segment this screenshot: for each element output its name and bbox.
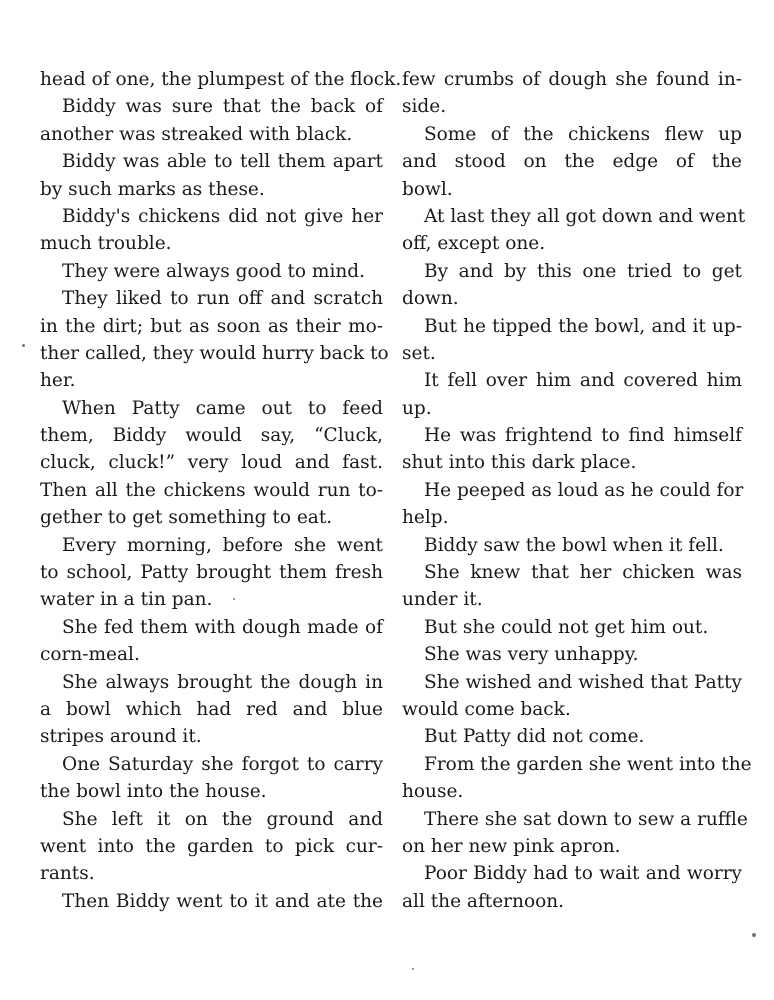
text-line: corn-meal. <box>40 644 140 666</box>
text-line: side. <box>402 96 447 118</box>
text-line: Then all the chickens would run to- <box>40 479 383 501</box>
text-line: rants. <box>40 863 95 885</box>
text-line: house. <box>402 781 464 803</box>
text-line: When Patty came out to feed <box>62 397 383 419</box>
text-line: under it. <box>402 589 483 611</box>
text-line: Every morning, before she went <box>62 534 383 556</box>
text-line: She fed them with dough made of <box>62 616 383 638</box>
text-line: much trouble. <box>40 233 172 255</box>
text-line: Some of the chickens flew up <box>424 123 742 145</box>
text-line: down. <box>402 288 459 310</box>
text-line: He was frightend to find himself <box>424 425 742 447</box>
text-line: shut into this dark place. <box>402 452 637 474</box>
print-speck <box>412 968 414 970</box>
print-speck <box>233 598 235 600</box>
text-line: another was streaked with black. <box>40 123 353 145</box>
text-line: They liked to run off and scratch <box>62 288 383 310</box>
text-line: She wished and wished that Patty <box>424 671 742 693</box>
text-line: set. <box>402 342 436 364</box>
text-line: went into the garden to pick cur- <box>40 835 383 857</box>
text-line: them, Biddy would say, “Cluck, <box>40 425 383 447</box>
text-line: She was very unhappy. <box>424 644 639 666</box>
text-line: would come back. <box>402 698 571 720</box>
text-line: and stood on the edge of the <box>402 151 742 173</box>
text-line: At last they all got down and went <box>424 205 746 227</box>
text-line: bowl. <box>402 178 453 200</box>
text-line: stripes around it. <box>40 726 202 748</box>
text-line: Biddy was able to tell them apart <box>62 151 383 173</box>
print-speck <box>752 933 756 937</box>
print-speck <box>22 344 25 347</box>
text-line: He peeped as loud as he could for <box>424 479 744 501</box>
text-line: ther called, they would hurry back to <box>40 342 389 364</box>
text-line: up. <box>402 397 432 419</box>
text-line: Poor Biddy had to wait and worry <box>424 863 742 885</box>
text-line: Then Biddy went to it and ate the <box>62 890 383 912</box>
text-line: She left it on the ground and <box>62 808 383 830</box>
text-line: few crumbs of dough she found in- <box>402 69 742 90</box>
text-line: She knew that her chicken was <box>424 562 742 584</box>
text-line: It fell over him and covered him <box>424 370 742 392</box>
text-line: water in a tin pan. <box>40 589 213 611</box>
text-line: her. <box>40 370 76 392</box>
text-line: on her new pink apron. <box>402 835 621 857</box>
text-line: But she could not get him out. <box>424 616 709 638</box>
text-line: From the garden she went into the <box>424 753 752 775</box>
right-text-column <box>402 66 752 915</box>
text-line: to school, Patty brought them fresh <box>40 562 383 584</box>
text-line: all the afternoon. <box>402 890 565 912</box>
text-line: gether to get something to eat. <box>40 507 333 529</box>
text-line: They were always good to mind. <box>62 260 366 282</box>
text-line: There she sat down to sew a ruffle <box>424 808 748 830</box>
text-line: a bowl which had red and blue <box>40 698 383 720</box>
text-line: Biddy was sure that the back of <box>62 96 383 118</box>
text-line: By and by this one tried to get <box>424 260 742 282</box>
text-line: One Saturday she forgot to carry <box>62 753 383 775</box>
text-line: Biddy's chickens did not give her <box>62 205 383 227</box>
text-line: by such marks as these. <box>40 178 265 200</box>
text-line: in the dirt; but as soon as their mo- <box>40 315 383 337</box>
text-line: She always brought the dough in <box>62 671 383 693</box>
text-line: help. <box>402 507 449 529</box>
text-line: But he tipped the bowl, and it up- <box>424 315 742 337</box>
left-text-column <box>40 66 402 915</box>
text-line: cluck, cluck!” very loud and fast. <box>40 452 383 474</box>
text-line: Biddy saw the bowl when it fell. <box>424 534 724 556</box>
text-line: But Patty did not come. <box>424 726 645 748</box>
text-line: the bowl into the house. <box>40 781 267 803</box>
text-line: head of one, the plumpest of the flock. <box>40 69 402 90</box>
text-line: off, except one. <box>402 233 546 255</box>
